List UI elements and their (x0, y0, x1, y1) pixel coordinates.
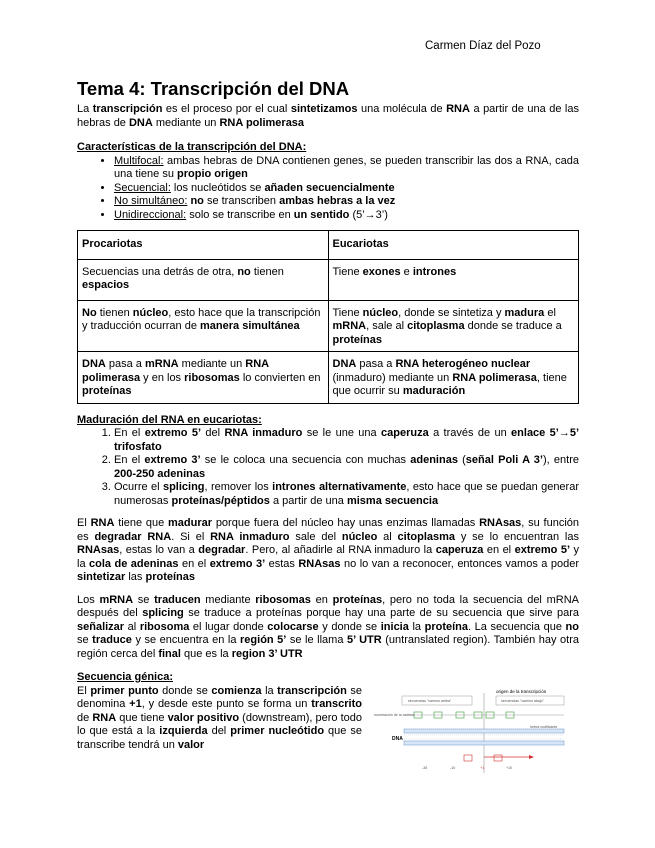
plus-ten-label: +10 (506, 765, 513, 770)
characteristics-list (77, 155, 579, 223)
arrow-head-icon (529, 755, 534, 759)
plus-one-label: +1 (480, 764, 485, 770)
comparison-table (77, 230, 579, 404)
characteristics-heading: Características de la transcripción del DNA: (77, 141, 307, 153)
downstream-label: secuencias "camino abajo" (501, 698, 544, 703)
table-cell: Secuencias una detrás de otra, no tienen espacios (78, 259, 329, 300)
table-row (78, 300, 579, 352)
list-item: • Unidireccional: solo se transcribe en un sentido (5’→3’) (114, 209, 579, 223)
position-box (464, 755, 472, 761)
position-box (494, 755, 502, 761)
list-item: 3. Ocurre el splicing, remover los intrones alternativamente, esto hace que se puedan generar numerosas proteínas/péptidos a partir de una misma secuencia (114, 481, 579, 508)
minus-ten-label: -10 (450, 765, 456, 770)
maturation-heading: Maduración del RNA en eucariotas: (77, 413, 262, 426)
list-item: 2. En el extremo 3’ se le coloca una secuencia con muchas adeninas (señal Poli A 3’), entre 200-250 adeninas (114, 454, 579, 481)
maturation-list (77, 427, 579, 508)
table-cell: Tiene exones e intrones (328, 259, 579, 300)
table-cell: Tiene núcleo, donde se sintetiza y madura el mRNA, sale al citoplasma donde se traduce a proteínas (328, 300, 579, 352)
page-title: Tema 4: Transcripción del DNA (77, 78, 350, 99)
table-row (78, 259, 579, 300)
list-item: • Multifocal: ambas hebras de DNA contienen genes, se pueden transcribir las dos a RNA, cada una tiene su propio origen (114, 155, 579, 182)
intro-paragraph: La transcripción es el proceso por el cual sintetizamos una molécula de RNA a partir de una de las hebras de DNA mediante un RNA polimerasa (77, 103, 579, 129)
transcription-origin-diagram (374, 687, 579, 787)
rna-maturation-paragraph: El RNA tiene que madurar porque fuera del núcleo hay unas enzimas llamadas RNAsas, su función es degradar RNA. Si el RNA inmaduro sale del núcleo al citoplasma y se lo encuentran las RNAsas, estas lo van a degradar. Pero, al añadirle al RNA inmaduro la caperuza en el extremo 5’ y la cola de adeninas en el extremo 3’ estas RNAsas no lo van a reconocer, entonces vamos a poder sintetizar las proteínas (77, 517, 580, 583)
table-cell: No tienen núcleo, esto hace que la transcripción y traducción ocurran de manera simultánea (78, 300, 329, 352)
list-item: 1. En el extremo 5’ del RNA inmaduro se le une una caperuza a través de un enlace 5’→5’ trifosfato (114, 427, 579, 454)
table-cell: DNA pasa a RNA heterogéneo nuclear (inmaduro) mediante un RNA polimerasa, tiene que ocurrir su maduración (328, 352, 579, 404)
coding-strand (404, 729, 564, 733)
table-row (78, 352, 579, 404)
author-name: Carmen Díaz del Pozo (425, 40, 541, 52)
gene-sequence-paragraph: El primer punto donde se comienza la transcripción se denomina +1, y desde este punto se forma un transcrito de RNA que tiene valor positivo (downstream), pero todo lo que está a la izquierda del primer nucleótido que se transcribe tendrá un valor (77, 684, 363, 751)
minus-thirtyfive-label: -35 (422, 765, 428, 770)
table-header: Eucariotas (328, 231, 579, 260)
gene-sequence-heading: Secuencia génica: (77, 671, 173, 683)
coding-strand-label: hebra codificante (530, 724, 558, 729)
dna-label: DNA (392, 735, 403, 742)
figure-origin-label: origen de la transcripción (496, 688, 547, 694)
table-header: Procariotas (78, 231, 329, 260)
upstream-label: secuencias "camino arriba" (408, 698, 452, 703)
document-body (77, 78, 579, 787)
list-item: • Secuencial: los nucleótidos se añaden secuencialmente (114, 182, 579, 196)
table-cell: DNA pasa a mRNA mediante un RNA polimerasa y en los ribosomas lo convierten en proteínas (78, 352, 329, 404)
table-header-row (78, 231, 579, 260)
numbering-label: numeración de la cadena (374, 712, 415, 717)
translation-paragraph: Los mRNA se traducen mediante ribosomas en proteínas, pero no toda la secuencia del mRNA después del splicing se traduce a proteínas porque hay una parte de su secuencia que sirve para señalizar al ribosoma el lugar donde colocarse y donde se inicia la proteína. La secuencia que no se traduce y se encuentra en la región 5’ se le llama 5’ UTR (untranslated region). También hay otra región cerca del final que es la region 3’ UTR (77, 593, 579, 660)
list-item: • No simultáneo: no se transcriben ambas hebras a la vez (114, 195, 579, 209)
template-strand (404, 741, 564, 745)
